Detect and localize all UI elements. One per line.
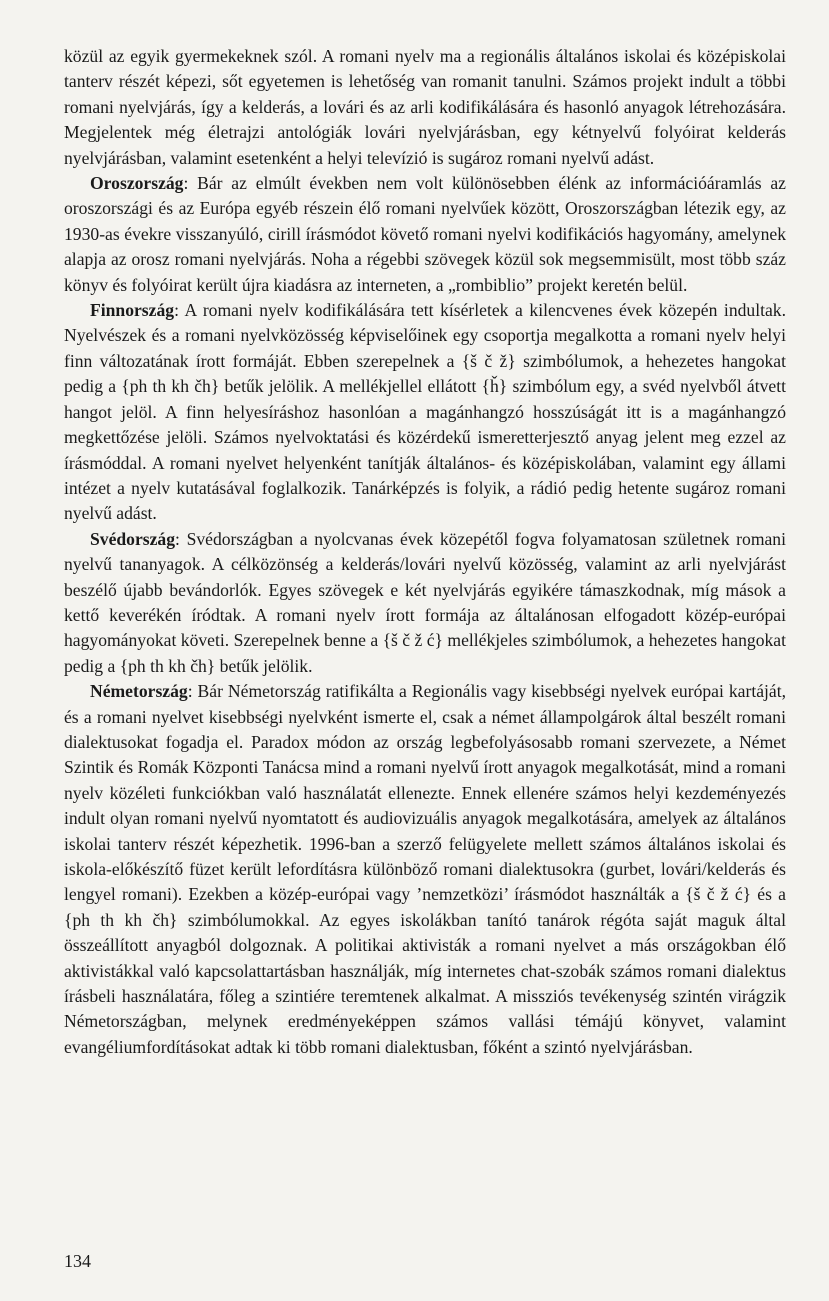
paragraph-intro bbox=[64, 44, 786, 171]
paragraph-germany bbox=[64, 679, 786, 1060]
paragraph-sweden bbox=[64, 527, 786, 679]
country-heading-russia: Oroszország bbox=[90, 173, 184, 194]
paragraph-russia bbox=[64, 171, 786, 298]
paragraph-finland-text: : A romani nyelv kodifikálására tett kísérletek a kilencvenes évek közepén indultak. Nyelvészek és a romani nyelvközösség képviselőinek egy csoportja megalkotta a romani nyelv helyi finn változatának írott formáját. Ebben szerepelnek a {š č ž} szimbólumok, a hehezetes hangokat pedig a {ph th kh čh} betűk jelölik. A mellékjellel ellátott {ȟ} szimbólum egy, a svéd nyelvből átvett hangot jelöl. A finn helyesíráshoz hasonlóan a magánhangzó hosszúságát itt is a magánhangzó megkettőzése jelöli. Számos nyelvoktatási és közérdekű ismeretterjesztő anyag jelent meg ezzel az írásmóddal. A romani nyelvet helyenként tanítják általános- és középiskolában, valamint egy állami intézet a nyelv kutatásával foglalkozik. Tanárképzés is folyik, a rádió pedig hetente sugároz romani nyelvű adást. bbox=[64, 300, 786, 524]
paragraph-intro-text: közül az egyik gyermekeknek szól. A romani nyelv ma a regionális általános iskolai és középiskolai tanterv részét képezi, sőt egyetemen is lehetőség van romanit tanulni. Számos projekt indult a többi romani nyelvjárás, így a kelderás, a lovári és az arli kodifikálására és hasonló anyagok létrehozására. Megjelentek még életrajzi antológiák lovári nyelvjárásban, egy kétnyelvű folyóirat kelderás nyelvjárásban, valamint esetenként a helyi televízió is sugároz romani nyelvű adást. bbox=[64, 46, 786, 168]
country-heading-finland: Finnország bbox=[90, 300, 175, 321]
paragraph-finland bbox=[64, 298, 786, 527]
country-heading-germany: Németország bbox=[90, 681, 188, 702]
paragraph-russia-text: : Bár az elmúlt években nem volt különösebben élénk az információáramlás az oroszországi és az Európa egyéb részein élő romani nyelvűek között, Oroszországban létezik egy, az 1930-as évekre visszanyúló, cirill írásmódot követő romani nyelvi kodifikációs hagyomány, amelynek alapja az orosz romani nyelvjárás. Noha a régebbi szövegek közül sok megsemmisült, most több száz könyv és folyóirat került újra kiadásra az interneten, a „rombiblio” projekt keretén belül. bbox=[64, 173, 786, 295]
body-text bbox=[64, 44, 786, 1060]
country-heading-sweden: Svédország bbox=[90, 528, 176, 549]
paragraph-sweden-text: : Svédországban a nyolcvanas évek közepétől fogva folyamatosan születnek romani nyelvű tananyagok. A célközönség a kelderás/lovári nyelvű közösség, valamint az arli nyelvjárást beszélő újabb bevándorlók. Egyes szövegek e két nyelvjárás egyikére támaszkodnak, míg mások a kettő keverékén íródtak. A romani nyelv írott formája az általánosan elfogadott közép-európai hagyományokat követi. Szerepelnek benne a {š č ž ć} mellékjeles szimbólumok, a hehezetes hangokat pedig a {ph th kh čh} betűk jelölik. bbox=[64, 528, 786, 676]
paragraph-germany-text: : Bár Németország ratifikálta a Regionális vagy kisebbségi nyelvek európai kartáját, és a romani nyelvet kisebbségi nyelvként ismerte el, csak a német állampolgárok által beszélt romani dialektusokat fogadja el. Paradox módon az ország legbefolyásosabb romani szervezete, a Német Szintik és Romák Központi Tanácsa mind a romani nyelvű írott anyagok megalkotását, mind a romani nyelv közéleti funkciókban való használatát ellenezte. Ennek ellenére számos helyi kezdeményezés indult olyan romani nyelvű nyomtatott és audiovizuális anyagok megalkotására, amelyek az általános iskolai tanterv részét képezhetik. 1996-ban a szerző felügyelete mellett számos általános iskolai és iskola-előkészítő füzet került lefordításra különböző romani dialektusokra (gurbet, lovári/kelderás és lengyel romani). Ezekben a közép-európai vagy ’nemzetközi’ írásmódot használták a {š č ž ć} és a {ph th kh čh} szimbólumokkal. Az egyes iskolákban tanító tanárok régóta saját maguk által összeállított anyagból dolgoznak. A politikai aktivisták a romani nyelvet a más országokban élő aktivistákkal való kapcsolattartásban használják, míg internetes chat-szobák számos romani dialektus írásbeli használatára, főleg a szintiére teremtenek alkalmat. A missziós tevékenység szintén virágzik Németországban, melynek eredményeképpen számos vallási témájú könyvet, valamint evangéliumfordításokat adtak ki több romani dialektusban, főként a szintó nyelvjárásban. bbox=[64, 681, 786, 1057]
page-number: 134 bbox=[64, 1251, 91, 1271]
